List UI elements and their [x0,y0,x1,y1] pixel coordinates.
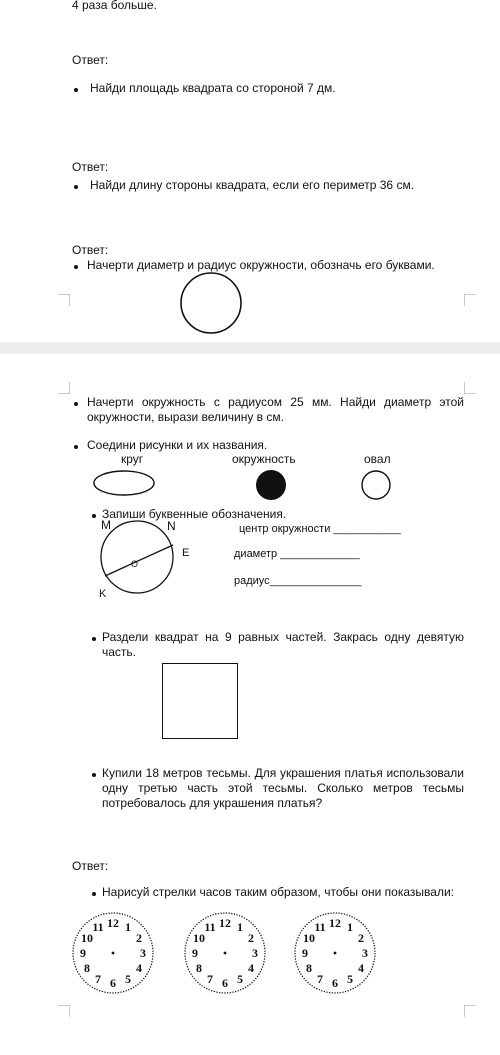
square-shape [162,663,238,739]
page-gap [0,342,500,354]
point-o-label: O [131,559,139,569]
clock-numeral: 5 [125,972,131,986]
answer-label: Ответ: [72,243,109,257]
clock-numeral: 8 [84,961,90,975]
clock-numeral: 11 [92,920,104,934]
clock-numeral: 9 [192,946,198,960]
clock-numeral: 4 [136,961,142,975]
document-page-2 [0,354,500,1055]
clock-numeral: 7 [95,972,101,986]
task-draw-diameter: Начерти диаметр и радиус окружности, обозначь его буквами. [87,258,435,272]
fill-center: центр окружности ___________ [239,523,401,535]
clock-numeral: 12 [329,916,341,930]
text-4-times-more: 4 раза больше. [72,0,157,12]
task-square-area: Найди площадь квадрата со стороной 7 дм. [90,81,336,95]
label-oval: овал [364,452,391,466]
bullet-icon [74,88,78,92]
document-page-1 [0,0,500,342]
clock-numeral: 9 [80,946,86,960]
task-letters: Запиши буквенные обозначения. [102,507,287,521]
clock-numeral: 3 [362,946,368,960]
bullet-icon [92,773,96,777]
clock-numeral: 12 [219,916,231,930]
page-corner-mark [464,382,476,394]
page-corner-mark [58,1005,70,1017]
clock-numeral: 11 [314,920,326,934]
clock-numeral: 2 [136,931,142,945]
bullet-icon [92,514,96,518]
clock-numeral: 4 [248,961,254,975]
bullet-icon [74,445,78,449]
match-shapes [92,467,392,505]
bullet-icon [92,892,96,896]
label-krug: круг [121,452,144,466]
point-n-label: N [167,519,176,533]
clock-numeral: 1 [237,920,243,934]
point-m-label: M [101,518,111,532]
clock-numeral: 1 [125,920,131,934]
clock-numeral: 5 [237,972,243,986]
filled-circle-shape [256,470,286,500]
point-e-label: E [182,547,190,559]
clock-numeral: 7 [317,972,323,986]
task-circle-radius: Начерти окружность с радиусом 25 мм. Найди диаметр этой окружности, вырази величину в см. [87,395,464,424]
clock-numeral: 10 [193,931,205,945]
clock-numeral: 2 [248,931,254,945]
answer-label: Ответ: [72,859,109,873]
clock-numeral: 3 [140,946,146,960]
bullet-icon [74,185,78,189]
clock-numeral: 10 [81,931,93,945]
answer-label: Ответ: [72,53,109,67]
clock-numeral: 6 [110,976,116,990]
answer-label: Ответ: [72,160,109,174]
task-clock: Нарисуй стрелки часов таким образом, чтобы они показывали: [102,885,454,899]
page-corner-mark [58,382,70,394]
task-square-side: Найди длину стороны квадрата, если его периметр 36 см. [90,178,415,192]
clock-numeral: 3 [252,946,258,960]
bullet-icon [92,637,96,641]
clock-numeral: 12 [107,916,119,930]
clock-numeral: 11 [204,920,216,934]
clock-face-1 [70,910,156,996]
fill-diameter: диаметр _____________ [234,548,360,560]
bullet-icon [74,402,78,406]
clock-numeral: 10 [303,931,315,945]
empty-circle-shape [362,471,390,499]
clock-face-3 [292,910,378,996]
clock-numeral: 8 [196,961,202,975]
clock-numeral: 2 [358,931,364,945]
clock-numeral: 6 [332,976,338,990]
circle-drawing [178,270,244,336]
clock-numeral: 4 [358,961,364,975]
point-k-label: K [99,588,107,600]
page-corner-mark [464,294,476,306]
page-corner-mark [58,294,70,306]
task-match: Соедини рисунки и их названия. [87,438,268,452]
bullet-icon [74,265,78,269]
oval-shape [94,471,154,495]
clock-face-2 [182,910,268,996]
task-divide-square: Раздели квадрат на 9 равных частей. Закрась одну девятую часть. [102,630,464,659]
fill-radius: радиус_______________ [234,575,362,587]
clock-numeral: 9 [302,946,308,960]
clock-numeral: 1 [347,920,353,934]
page-corner-mark [464,1005,476,1017]
clock-numeral: 5 [347,972,353,986]
clock-numeral: 6 [222,976,228,990]
label-okruzhnost: окружность [232,452,296,466]
clock-numeral: 7 [207,972,213,986]
clock-numeral: 8 [306,961,312,975]
task-ribbon: Купили 18 метров тесьмы. Для украшения платья использовали одну третью часть этой тесьмы. Сколько метров тесьмы потребовалось для украшения платья? [102,766,464,810]
